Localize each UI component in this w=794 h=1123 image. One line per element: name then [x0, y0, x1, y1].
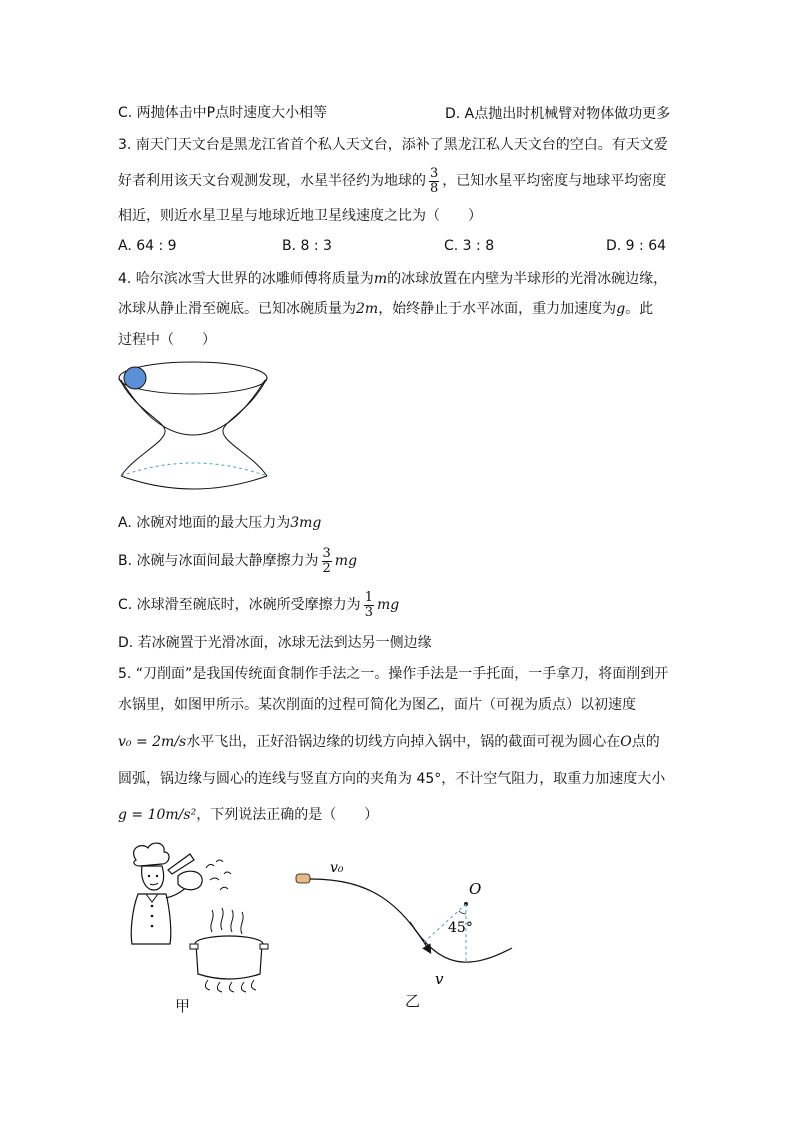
q4-option-c-math: mg: [376, 597, 400, 613]
q5-line2: 水锅里，如图甲所示。某次削面的过程可简化为图乙，面片（可视为质点）以初速度: [118, 697, 636, 713]
q5-line3: [118, 732, 660, 752]
q3-line3: 相近，则近水星卫星与地球近地卫星线速度之比为（ ）: [118, 208, 482, 224]
chef-figure: [124, 840, 284, 1000]
q3-line2: [118, 166, 666, 196]
noodle-piece: [296, 874, 310, 883]
q4-option-b-math: mg: [334, 553, 358, 569]
q4-option-b-fraction: [322, 547, 332, 576]
dough-block: [178, 871, 202, 890]
q3-option-a: A. 64 : 9: [118, 238, 177, 254]
q3-line1: 3. 南天门天文台是黑龙江省首个私人天文台，添补了黑龙江私人天文台的空白。有天文爱: [118, 137, 668, 153]
q5-center-symbol: O: [620, 734, 632, 750]
q4-option-b-num: 3: [322, 545, 331, 561]
label-v: v: [435, 970, 444, 988]
chef-hat: [134, 843, 170, 866]
q2-option-c: C. 两抛体击中P点时速度大小相等: [118, 105, 328, 121]
pot-body: [196, 944, 262, 979]
q4-line2: [118, 299, 653, 319]
q4-option-b-text: B. 冰碗与冰面间最大静摩擦力为: [118, 553, 319, 569]
label-O: O: [469, 880, 482, 898]
q5-initial-velocity: v₀ = 2m/s: [118, 734, 187, 750]
q5-line3-a: 水平飞出，正好沿锅边缘的切线方向掉入锅中，锅的截面可视为圆心在: [186, 734, 621, 750]
q4-option-a-text: A. 冰碗对地面的最大压力为: [118, 515, 291, 531]
q4-option-c-num: 1: [364, 589, 373, 605]
fig-label-jia: 甲: [175, 997, 191, 1015]
q4-option-b: [118, 546, 357, 576]
q3-option-d: D. 9 : 64: [606, 238, 667, 254]
q2-option-d: D. A点抛出时机械臂对物体做功更多: [445, 106, 671, 122]
ice-bowl-figure: [115, 360, 275, 498]
q5-gravity: g = 10m/s²: [118, 807, 197, 823]
q4-mass-symbol: m: [373, 271, 388, 287]
label-v0: v₀: [330, 860, 344, 876]
q4-option-c-den: 3: [364, 604, 373, 620]
label-45: 45°: [448, 920, 473, 936]
q4-line1: [118, 269, 667, 289]
flames: [205, 980, 256, 992]
q4-option-c: [118, 590, 399, 620]
q4-option-a-math: 3mg: [290, 515, 322, 531]
bowl-base-back: [121, 463, 267, 476]
fig-label-yi: 乙: [405, 992, 421, 1010]
q5-line4: 圆弧，锅边缘与圆心的连线与竖直方向的夹角为 45°，不计空气阻力，取重力加速度大小: [118, 771, 666, 787]
q5-line5: [118, 805, 378, 825]
bowl-right-side: [223, 378, 267, 476]
q5-line3-b: 点的: [631, 734, 660, 750]
angle-arc: [459, 911, 466, 914]
trajectory-figure: [290, 852, 520, 992]
q3-line2-b: ，已知水星平均密度与地球平均密度: [442, 173, 667, 189]
q3-option-b: B. 8 : 3: [282, 238, 332, 254]
steam: [211, 908, 243, 934]
bowl-left-side: [119, 378, 165, 476]
q4-line3: 过程中（ ）: [118, 332, 216, 348]
q4-line1-b: 的冰球放置在内壁为半球形的光滑冰碗边缘，: [387, 271, 668, 287]
q4-option-b-den: 2: [322, 560, 331, 576]
q5-line1: 5. “刀削面”是我国传统面食制作手法之一。操作手法是一手托面，一手拿刀，将面削到开: [118, 666, 669, 682]
q4-option-c-fraction: [364, 591, 374, 620]
q4-option-d: D. 若冰碗置于光滑冰面，冰球无法到达另一侧边缘: [118, 635, 432, 651]
q3-frac-den: 8: [430, 180, 439, 196]
bowl-base-front: [121, 476, 267, 489]
q4-line2-a: 冰球从静止滑至碗底。已知冰碗质量为: [118, 301, 356, 317]
q4-bowl-mass: 2m: [356, 301, 379, 317]
q4-line2-c: 。此: [625, 301, 654, 317]
q3-line2-a: 好者利用该天文台观测发现，水星半径约为地球的: [118, 173, 426, 189]
q4-line1-a: 4. 哈尔滨冰雪大世界的冰雕师傅将质量为: [118, 271, 374, 287]
ice-ball: [124, 367, 146, 389]
q4-option-a: [118, 513, 321, 533]
chef-head: [142, 866, 164, 890]
q4-option-c-text: C. 冰球滑至碗底时，冰碗所受摩擦力为: [118, 597, 361, 613]
q5-line5-a: ，下列说法正确的是（ ）: [196, 807, 379, 823]
q3-frac-num: 3: [430, 165, 439, 181]
q4-gravity-symbol: g: [616, 301, 626, 317]
trajectory-curve: [310, 879, 430, 952]
q4-line2-b: ，始终静止于水平冰面，重力加速度为: [378, 301, 617, 317]
q3-option-c: C. 3 : 8: [444, 238, 495, 254]
q3-fraction: [429, 167, 439, 196]
